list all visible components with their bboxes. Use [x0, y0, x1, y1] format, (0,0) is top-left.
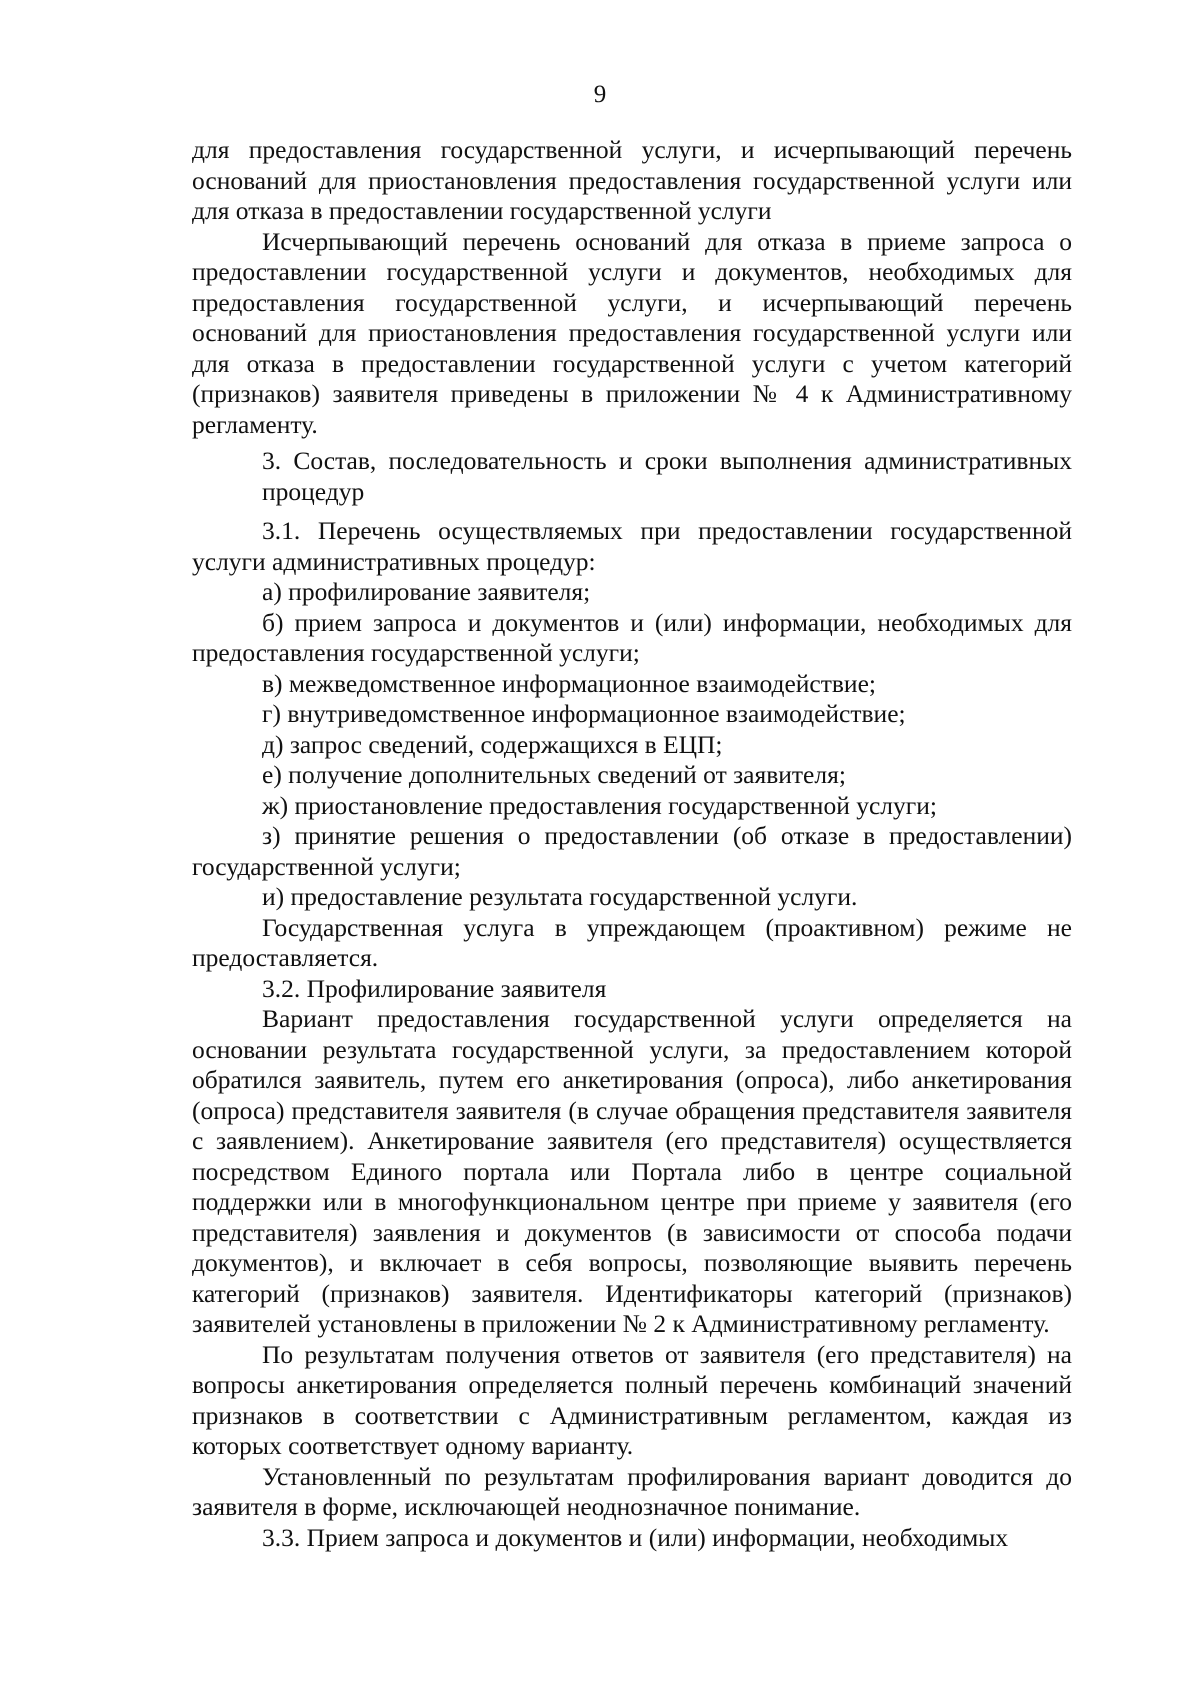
paragraph: Вариант предоставления государственной услуги определяется на основании результата государственной услуги, за предоставлением которой обратился заявитель, путем его анкетирования (опроса), либо анкетирования (опроса) представителя заявителя (в случае обращения представителя заявителя с заявлением). Анкетирование заявителя (его представителя) осуществляется посредством Единого портала или Портала либо в центре социальной поддержки или в многофункциональном центре при приеме у заявителя (его представителя) заявления и документов (в зависимости от способа подачи документов), и включает в себя вопросы, позволяющие выявить перечень категорий (признаков) заявителя. Идентификаторы категорий (признаков) заявителей установлены в приложении № 2 к Административному регламенту. [192, 1004, 1072, 1338]
list-item: з) принятие решения о предоставлении (об отказе в предоставлении) государственной услуги; [192, 821, 1072, 881]
paragraph: По результатам получения ответов от заявителя (его представителя) на вопросы анкетирования определяется полный перечень комбинаций значений признаков в соответствии с Административным регламентом, каждая из которых соответствует одному варианту. [192, 1339, 1072, 1460]
page-number: 9 [593, 81, 607, 108]
list-item: ж) приостановление предоставления государственной услуги; [262, 790, 937, 820]
paragraph: Исчерпывающий перечень оснований для отказа в приеме запроса о предоставлении государственной услуги и документов, необходимых для предоставления государственной услуги, и исчерпывающий перечень оснований для приостановления предоставления государственной услуги или для отказа в предоставлении государственной услуги с учетом категорий (признаков) заявителя приведены в приложении № 4 к Административному регламенту. [192, 226, 1072, 439]
document-body [192, 135, 1072, 1553]
paragraph: Государственная услуга в упреждающем (проактивном) режиме не предоставляется. [192, 912, 1072, 972]
list-item: е) получение дополнительных сведений от заявителя; [262, 760, 846, 789]
section-heading: 3. Состав, последовательность и сроки выполнения административных процедур [262, 446, 1072, 506]
list-item: в) межведомственное информационное взаимодействие; [262, 668, 876, 698]
list-item: и) предоставление результата государственной услуги. [262, 882, 858, 911]
paragraph: 3.1. Перечень осуществляемых при предоставлении государственной услуги административных процедур: [192, 516, 1072, 576]
list-item: б) прием запроса и документов и (или) информации, необходимых для предоставления государственной услуги; [192, 607, 1072, 667]
subsection-title: 3.2. Профилирование заявителя [262, 973, 607, 1003]
list-item: д) запрос сведений, содержащихся в ЕЦП; [262, 729, 723, 759]
paragraph: Установленный по результатам профилирования вариант доводится до заявителя в форме, исключающей неоднозначное понимание. [192, 1461, 1072, 1521]
list-item: г) внутриведомственное информационное взаимодействие; [262, 699, 906, 728]
list-item: а) профилирование заявителя; [262, 577, 591, 606]
paragraph: для предоставления государственной услуги, и исчерпывающий перечень оснований для приостановления предоставления государственной услуги или для отказа в предоставлении государственной услуги [192, 135, 1072, 225]
paragraph: 3.3. Прием запроса и документов и (или) информации, необходимых [262, 1522, 1009, 1552]
